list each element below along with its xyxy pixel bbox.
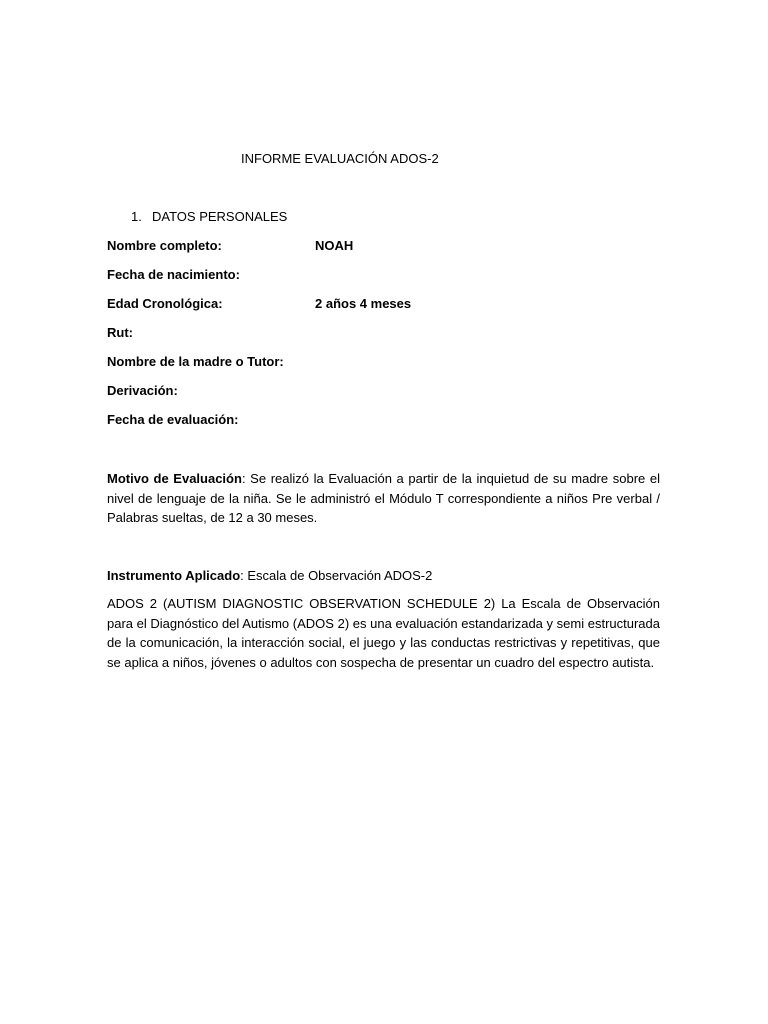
field-value-nombre: NOAH (315, 238, 354, 253)
field-label-fecha-nacimiento: Fecha de nacimiento: (107, 267, 240, 282)
ados-description-paragraph: ADOS 2 (AUTISM DIAGNOSTIC OBSERVATION SCHEDULE 2) La Escala de Observación para el Diagnóstico del Autismo (ADOS 2) es una evaluación estandarizada y semi estructurada de la comunicación, la interacción social, el juego y las conductas restrictivas y repetitivas, que se aplica a niños, jóvenes o adultos con sospecha de presentar un cuadro del espectro autista. (107, 596, 660, 670)
field-value-edad: 2 años 4 meses (315, 296, 412, 311)
document-title: INFORME EVALUACIÓN ADOS-2 (241, 151, 439, 166)
section-heading-datos-personales (131, 208, 287, 226)
instrumento-text: : Escala de Observación ADOS-2 (240, 568, 433, 583)
field-label-fecha-evaluacion: Fecha de evaluación: (107, 412, 239, 427)
field-label-nombre: Nombre completo: (107, 238, 222, 253)
instrumento-label: Instrumento Aplicado (107, 568, 241, 583)
field-label-rut: Rut: (107, 325, 133, 340)
instrumento-paragraph (107, 566, 660, 586)
field-label-edad: Edad Cronológica: (107, 296, 223, 311)
motivo-paragraph (107, 469, 660, 528)
motivo-text: : Se realizó la Evaluación a partir de la inquietud de su madre sobre el nivel de lenguaje de la niña. Se le administró el Módulo T correspondiente a niños Pre verbal / Palabras sueltas, de 12 a 30 meses. (107, 471, 660, 525)
section-heading-text: DATOS PERSONALES (152, 209, 288, 224)
field-label-madre-tutor: Nombre de la madre o Tutor: (107, 354, 284, 369)
motivo-label: Motivo de Evaluación (107, 471, 242, 486)
section-number: 1. (131, 209, 142, 224)
field-label-derivacion: Derivación: (107, 383, 178, 398)
